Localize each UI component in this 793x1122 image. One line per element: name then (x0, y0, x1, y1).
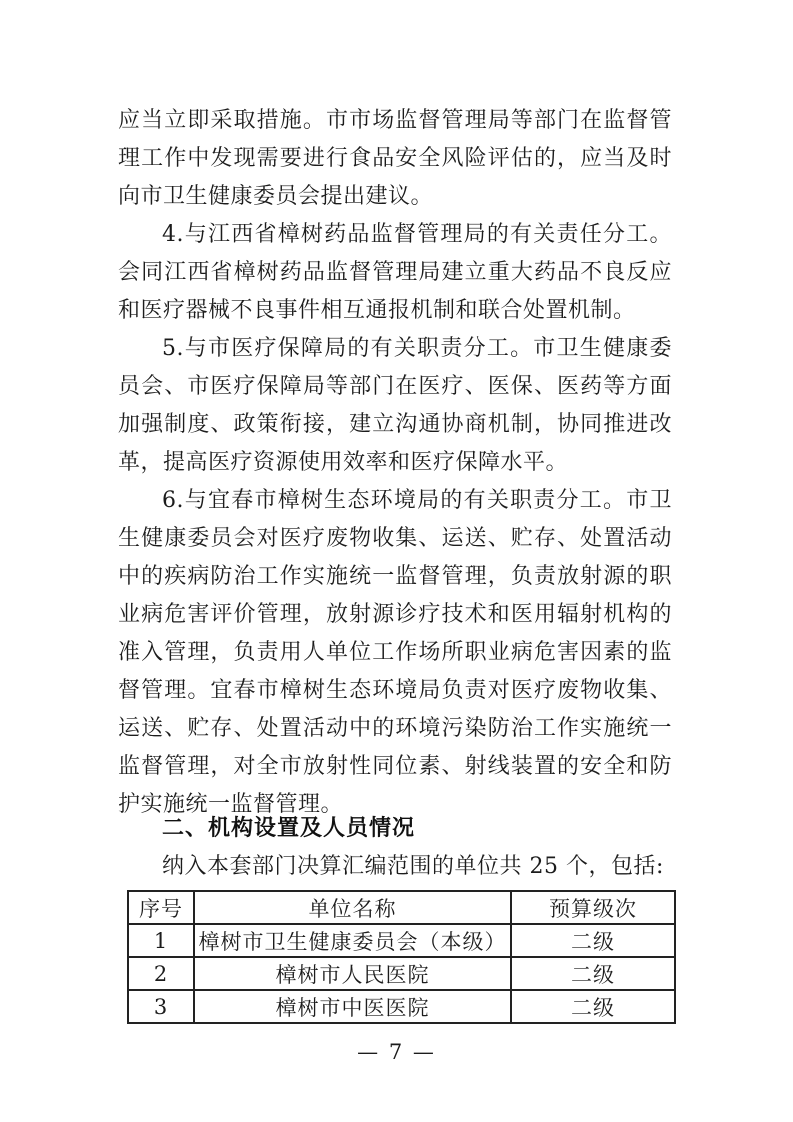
intro-line: 纳入本套部门决算汇编范围的单位共 25 个，包括: (162, 854, 664, 879)
cell-budget-level: 二级 (511, 990, 675, 1023)
paragraph-item-5: 5.与市医疗保障局的有关职责分工。市卫生健康委员会、市医疗保障局等部门在医疗、医保、医药等方面加强制度、政策衔接，建立沟通协商机制，协同推进改革，提高医疗资源使用效率和医疗保障水平。 (118, 336, 672, 475)
cell-budget-level: 二级 (511, 924, 675, 957)
cell-index: 2 (128, 957, 194, 990)
paragraph-item-6: 6.与宜春市樟树生态环境局的有关职责分工。市卫生健康委员会对医疗废物收集、运送、贮存、处置活动中的疾病防治工作实施统一监督管理，负责放射源的职业病危害评价管理，放射源诊疗技术和医用辐射机构的准入管理，负责用人单位工作场所职业病危害因素的监督管理。宜春市樟树生态环境局负责对医疗废物收集、运送、贮存、处置活动中的环境污染防治工作实施统一监督管理，对全市放射性同位素、射线装置的安全和防护实施统一监督管理。 (118, 488, 672, 817)
col-header-unit-name: 单位名称 (194, 891, 511, 924)
col-header-budget-level: 预算级次 (511, 891, 675, 924)
cell-index: 3 (128, 990, 194, 1023)
paragraph-continuation: 应当立即采取措施。市市场监督管理局等部门在监督管理工作中发现需要进行食品安全风险评估的，应当及时向市卫生健康委员会提出建议。 (118, 108, 672, 209)
table-row (128, 924, 675, 957)
cell-unit-name: 樟树市卫生健康委员会（本级） (194, 924, 511, 957)
cell-budget-level: 二级 (511, 957, 675, 990)
units-table (127, 890, 676, 1024)
cell-index: 1 (128, 924, 194, 957)
cell-unit-name: 樟树市人民医院 (194, 957, 511, 990)
table-row (128, 957, 675, 990)
section-heading: 二、机构设置及人员情况 (162, 816, 416, 841)
page-number: — 7 — (357, 1040, 436, 1064)
paragraph-item-4: 4.与江西省樟树药品监督管理局的有关责任分工。会同江西省樟树药品监督管理局建立重大药品不良反应和医疗器械不良事件相互通报机制和联合处置机制。 (118, 222, 672, 323)
col-header-index: 序号 (128, 891, 194, 924)
cell-unit-name: 樟树市中医医院 (194, 990, 511, 1023)
table-header-row (128, 891, 675, 924)
table-row (128, 990, 675, 1023)
document-body (118, 102, 672, 1024)
